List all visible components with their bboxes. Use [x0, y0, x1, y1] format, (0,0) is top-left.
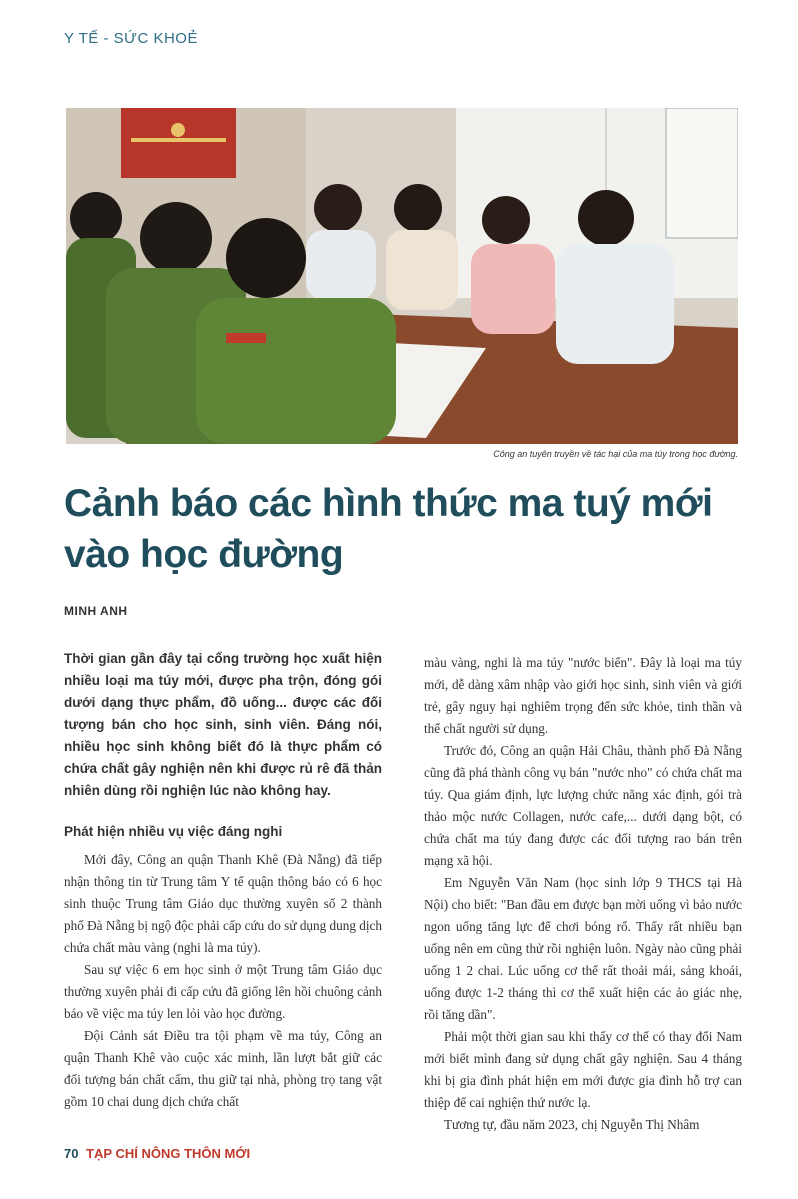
photo-icon — [66, 108, 738, 444]
section-label: Y TẾ - SỨC KHOẺ — [64, 30, 198, 47]
body-paragraph: Em Nguyễn Văn Nam (học sinh lớp 9 THCS tại Hà Nội) cho biết: "Ban đầu em được bạn mời uống vì bảo nước ngon uống tăng lực để chơi bóng rổ. Thấy rất nhiều bạn uống nên em cũng thử rồi nghiện luôn. Ngày nào cũng phải uống 1 2 chai. Lúc uống cơ thể rất thoải mái, sảng khoái, uống được 1-2 tháng thì cơ thể xuất hiện các ảo giác nhẹ, rồi tăng dần". — [424, 875, 742, 1022]
body-paragraph: Trước đó, Công an quận Hải Châu, thành phố Đà Nẵng cũng đã phá thành công vụ bán "nước nho" có chứa chất ma túy. Qua giám định, lực lượng chức năng xác định, gói trà thảo mộc nước Collagen, nước cafe,... dưới dạng bột, có chứa chất ma túy đang được các đối tượng rao bán trên mạng xã hội. — [424, 743, 742, 868]
photo-caption: Công an tuyên truyền về tác hại của ma túy trong học đường. — [493, 449, 738, 459]
left-column — [64, 648, 382, 1113]
subheading: Phát hiện nhiều vụ việc đáng nghi — [64, 824, 283, 839]
article-title: Cảnh báo các hình thức ma tuý mới vào học đường — [64, 482, 713, 576]
page-number: 70 — [64, 1146, 79, 1161]
right-column — [424, 652, 742, 1136]
body-paragraph: Đội Cảnh sát Điều tra tội phạm về ma túy, Công an quận Thanh Khê vào cuộc xác minh, lần lượt bắt giữ các đối tượng bán chất cấm, thu giữ tại nhà, phòng trọ tang vật gồm 10 chai dung dịch chứa chất — [64, 1028, 382, 1109]
body-paragraph: Phải một thời gian sau khi thấy cơ thể có thay đổi Nam mới biết mình đang sử dụng chất gây nghiện. Sau 4 tháng khi bị gia đình phát hiện em mới được gia đình hỗ trợ can thiệp để cai nghiện thứ nước lạ. — [424, 1029, 742, 1110]
author-byline: MINH ANH — [64, 604, 128, 618]
lead-paragraph: Thời gian gần đây tại cổng trường học xuất hiện nhiều loại ma túy mới, được pha trộn, đóng gói dưới dạng thực phẩm, đồ uống... được các đối tượng bán cho học sinh, sinh viên. Đáng nói, nhiều học sinh không biết đó là thực phẩm có chứa chất gây nghiện nên khi được rủ rê đã thản nhiên dùng rồi nghiện lúc nào không hay. — [64, 651, 382, 798]
body-paragraph: Sau sự việc 6 em học sinh ở một Trung tâm Giáo dục thường xuyên phải đi cấp cứu đã giống lên hồi chuông cảnh báo về việc ma túy len lỏi vào học đường. — [64, 962, 382, 1021]
body-paragraph: Mới đây, Công an quận Thanh Khê (Đà Nẵng) đã tiếp nhận thông tin từ Trung tâm Y tế quận thông báo có 6 học sinh thuộc Trung tâm Giáo dục thường xuyên số 2 thành phố Đà Nẵng bị ngộ độc phải cấp cứu do sử dụng dung dịch chứa chất màu vàng (nghi là ma túy). — [64, 852, 382, 955]
page-footer — [64, 1146, 250, 1161]
body-paragraph: Tương tự, đầu năm 2023, chị Nguyễn Thị Nhâm — [444, 1117, 700, 1132]
article-photo — [66, 108, 738, 444]
magazine-name: TẠP CHÍ NÔNG THÔN MỚI — [86, 1146, 251, 1161]
body-paragraph: màu vàng, nghi là ma túy "nước biển". Đây là loại ma túy mới, dễ dàng xâm nhập vào giới học sinh, sinh viên và giới trẻ, gây nguy hại nghiêm trọng đến sức khỏe, tinh thần và thể chất người sử dụng. — [424, 655, 742, 736]
